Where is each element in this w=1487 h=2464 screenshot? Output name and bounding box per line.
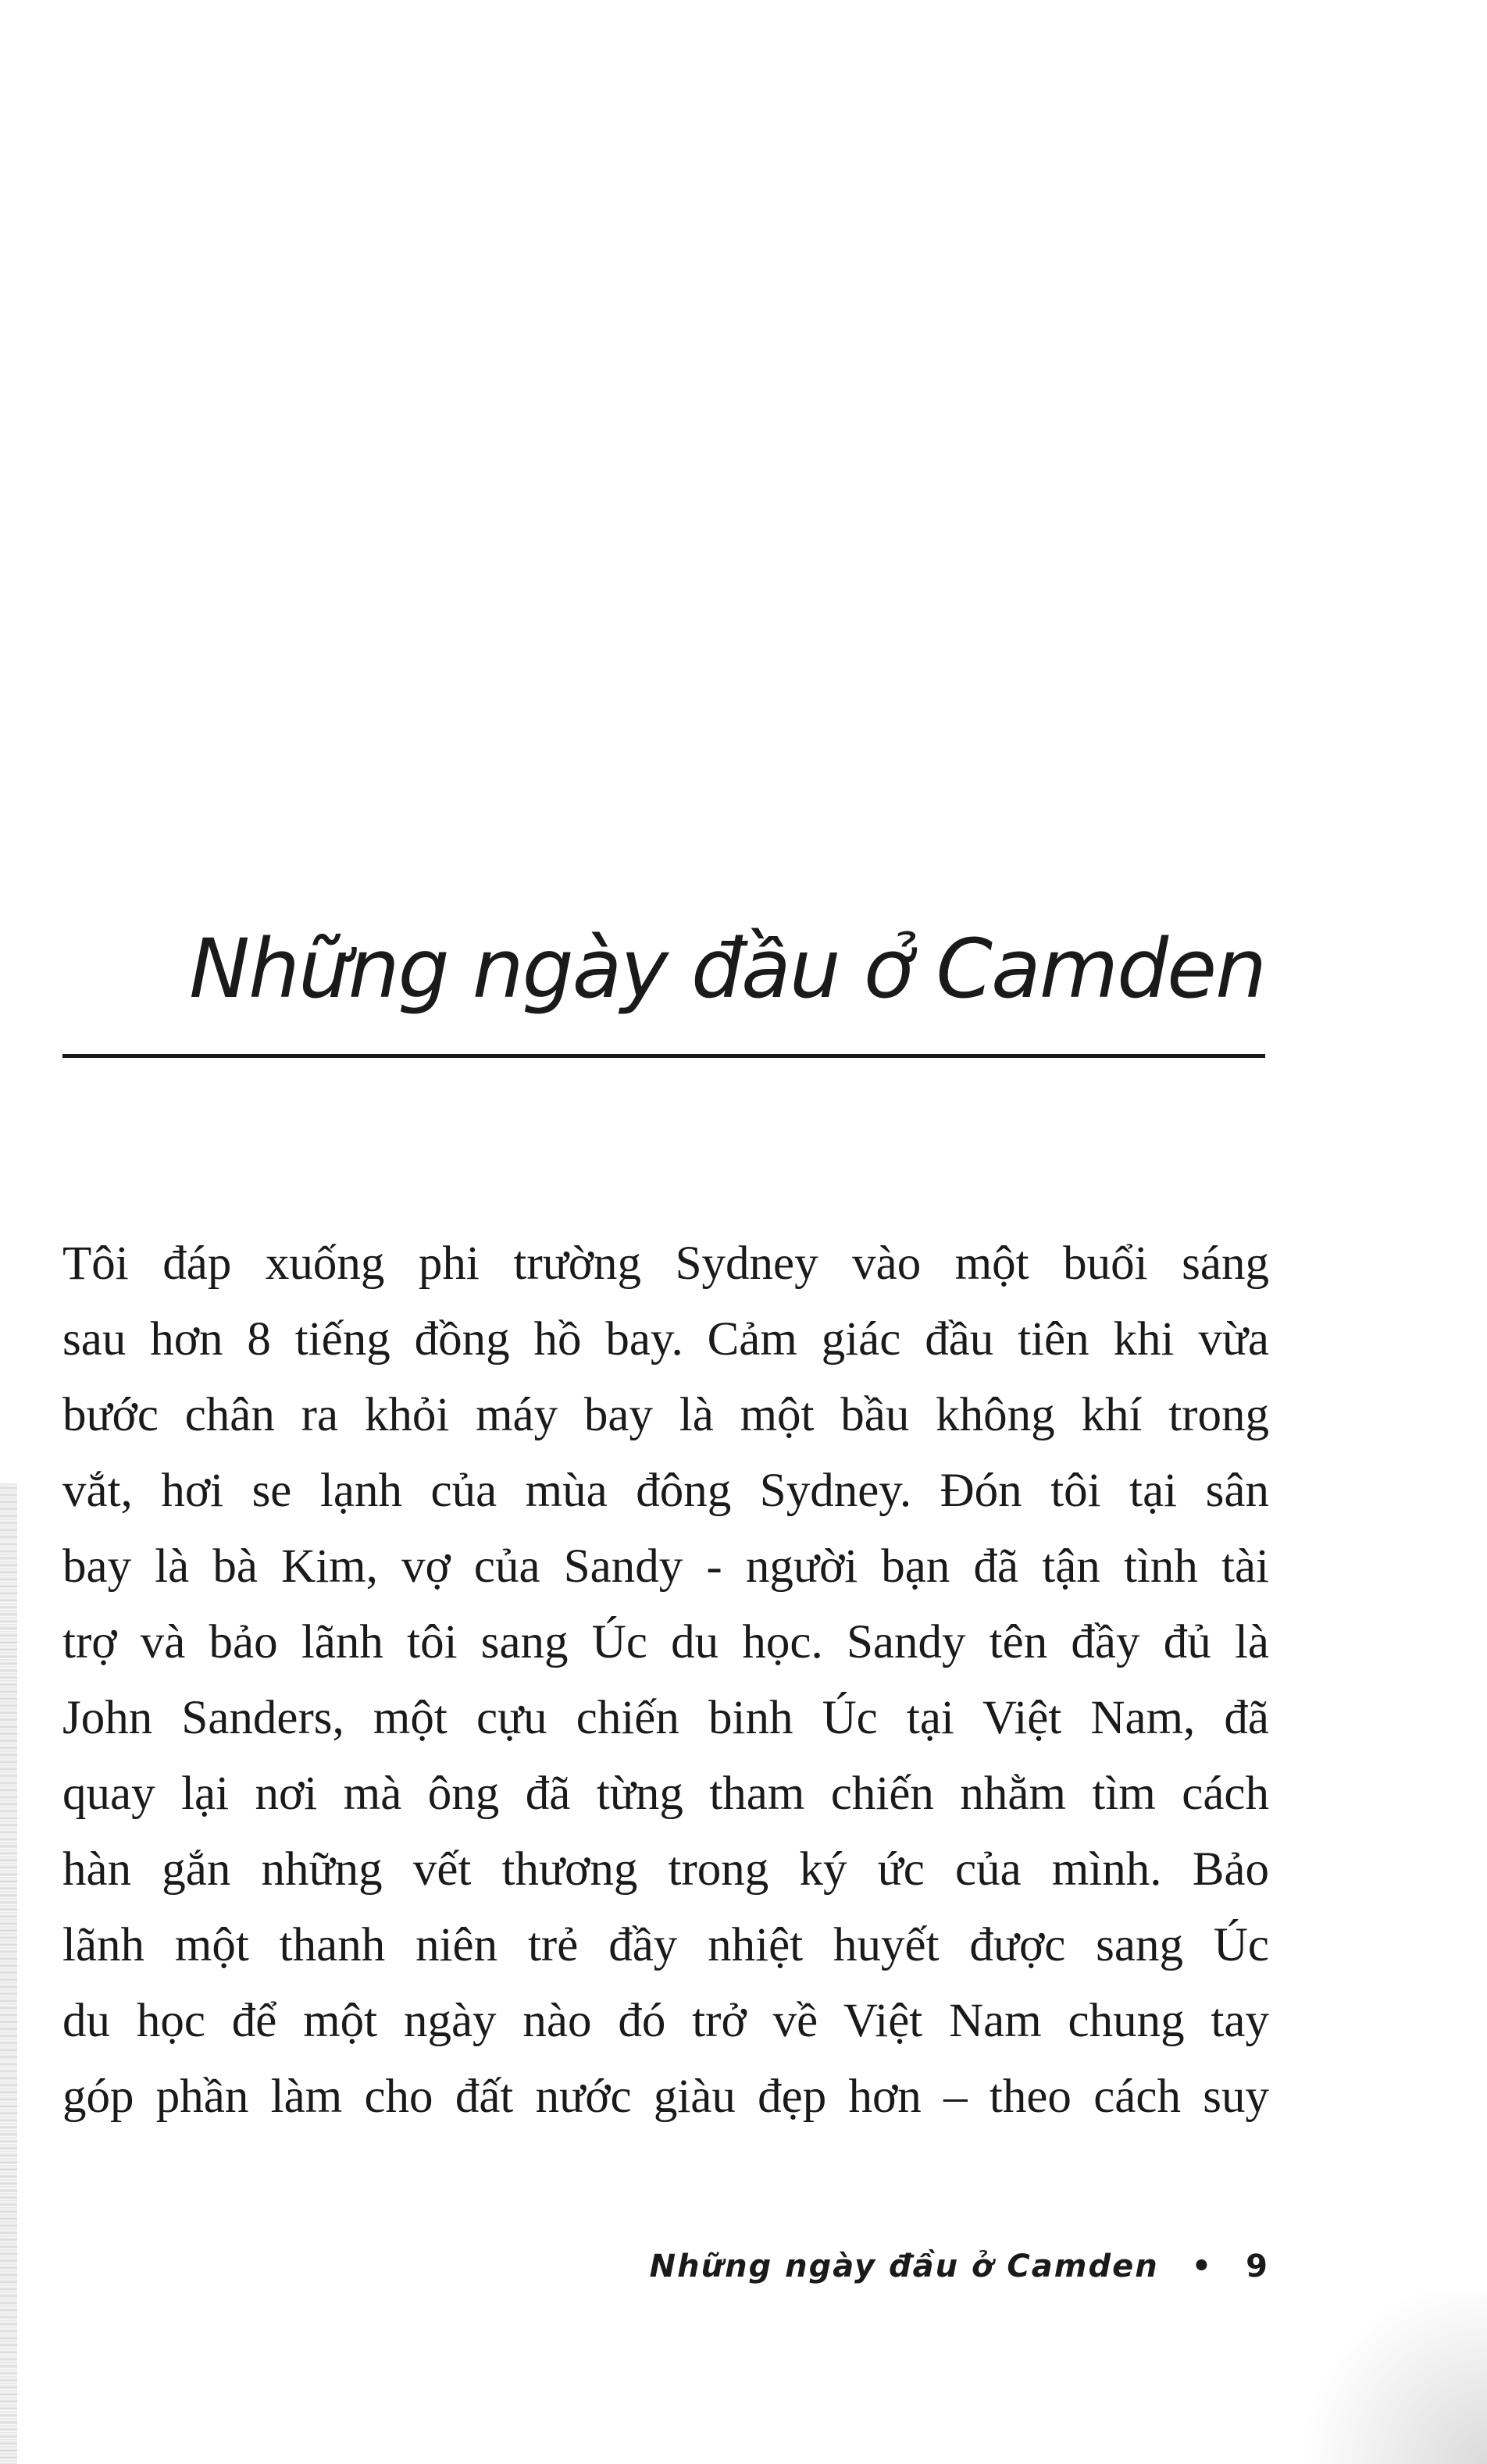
scan-corner-noise [1284, 2292, 1487, 2464]
footer-running-title: Những ngày đầu ở Camden [649, 2249, 1159, 2284]
chapter-title: Những ngày đầu ở Camden [189, 921, 1265, 1017]
footer-separator: • [1191, 2249, 1214, 2284]
page-number: 9 [1246, 2249, 1269, 2284]
body-line: trợ và bảo lãnh tôi sang Úc du học. Sandy tên đầy đủ là [62, 1616, 1269, 1668]
running-footer [62, 2249, 1269, 2284]
body-line: du học để một ngày nào đó trở về Việt Nam chung tay [62, 1995, 1269, 2047]
body-line: bước chân ra khỏi máy bay là một bầu không khí trong [62, 1389, 1269, 1441]
body-line: góp phần làm cho đất nước giàu đẹp hơn – theo cách suy [62, 2071, 1269, 2123]
body-line: vắt, hơi se lạnh của mùa đông Sydney. Đón tôi tại sân [62, 1465, 1269, 1517]
body-line: lãnh một thanh niên trẻ đầy nhiệt huyết được sang Úc [62, 1919, 1269, 1971]
title-underline-rule [62, 1054, 1265, 1058]
body-line: sau hơn 8 tiếng đồng hồ bay. Cảm giác đầu tiên khi vừa [62, 1313, 1269, 1366]
body-line: hàn gắn những vết thương trong ký ức của mình. Bảo [62, 1843, 1269, 1896]
body-line: bay là bà Kim, vợ của Sandy - người bạn đã tận tình tài [62, 1540, 1269, 1593]
body-line: John Sanders, một cựu chiến binh Úc tại Việt Nam, đã [62, 1692, 1269, 1744]
body-line: quay lại nơi mà ông đã từng tham chiến nhằm tìm cách [62, 1768, 1269, 1820]
body-paragraph [62, 1226, 1269, 2135]
body-line: Tôi đáp xuống phi trường Sydney vào một buổi sáng [62, 1237, 1269, 1290]
scanned-page-edge [0, 1483, 17, 2464]
